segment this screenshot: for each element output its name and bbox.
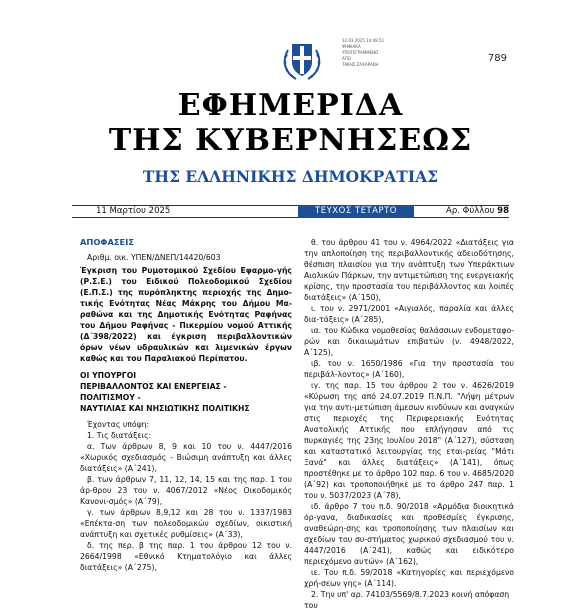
paragraph: ιβ. του ν. 1650/1986 «Για την προστασία του περιβάλ-λοντος» (Α΄160), [304, 359, 514, 379]
decision-reference: Αριθμ. οικ. ΥΠΕΝ/ΔΝΕΠ/14420/603 [87, 253, 221, 262]
sheet-number [446, 206, 509, 217]
paragraph: ιδ. άρθρο 7 του π.δ. 90/2018 «Αρμόδια διοικητικά όρ-γανα, διαδικασίες και προθεσμίες έγκρισης, αναθεώρη-σης και τροποποίησης των πλαισίων και σχεδίων του συ-στήματος χωρικού σχεδιασμού του ν. 4447/2016 (Α΄241), καθώς και ειδικότερο περιεχόμενο αυτών» (Α΄162), [304, 502, 514, 566]
gazette-subtitle: ΤΗΣ ΕΛΛΗΝΙΚΗΣ ΔΗΜΟΚΡΑΤΙΑΣ [142, 167, 439, 186]
paragraph: δ. της περ. β της παρ. 1 του άρθρου 12 του ν. 2664/1998 «Εθνικό Κτηματολόγιο και άλλες διατάξεις» (Α΄275), [80, 541, 292, 572]
greek-coat-of-arms-icon [278, 36, 326, 84]
left-column [80, 237, 292, 573]
decision-summary: Έγκριση του Ρυμοτομικού Σχεδίου Εφαρμο-γής (Ρ.Σ.Ε.) του Ειδικού Πολεοδομικού Σχεδίου (Ε.Π.Σ.) της πυρόπληκτης περιοχής της Δημο-τικής Ενότητας Νέας Μάκρης του Δήμου Μα-ραθώνα και της Δημοτικής Ενότητας Ραφήνας του Δήμου Ραφήνας - Πικερμίου νομού Αττικής (Δ΄398/2022) και έγκριση περιβαλλοντικών όρων νέων υδραυλικών και λιμενικών έργων καθώς και του Παραλιακού Περίπατου. [80, 266, 292, 363]
paragraph: ιε. Του π.δ. 59/2018 «Κατηγορίες και περιεχόμενο χρή-σεων γης» (Α΄114). [304, 568, 514, 588]
issue-info-bar [72, 205, 509, 217]
paragraph: Έχοντας υπόψη: [87, 420, 150, 429]
paragraph: ια. του Κώδικα νομοθεσίας θαλάσσιων ενδομεταφο-ρών και δικαιωμάτων επιβατών (ν. 4948/2022, Α΄125), [304, 326, 514, 357]
ministry-name: ΠΕΡΙΒΑΛΛΟΝΤΟΣ ΚΑΙ ΕΝΕΡΓΕΙΑΣ - [80, 382, 227, 391]
ministry-name: ΝΑΥΤΙΛΙΑΣ ΚΑΙ ΝΗΣΙΩΤΙΚΗΣ ΠΟΛΙΤΙΚΗΣ [80, 404, 250, 413]
paragraph: 1. Τις διατάξεις: [87, 431, 152, 440]
gazette-title-line2: ΤΗΣ ΚΥΒΕΡΝΗΣΕΩΣ [108, 123, 473, 158]
right-column [304, 237, 514, 611]
stamp-line: 12.03.2025 14:49:51 [342, 38, 385, 43]
paragraph: α. Των άρθρων 8, 9 και 10 του ν. 4447/2016 «Χωρικός σχεδιασμός - Βιώσιμη ανάπτυξη και άλλες διατάξεις» (Α΄241), [80, 442, 292, 473]
gazette-title: ΕΦΗΜΕΡΙΔΑ [177, 88, 404, 123]
stamp-line: ΑΠΟ [342, 56, 351, 61]
paragraph: ιγ. της παρ. 15 του άρθρου 2 του ν. 4626/2019 «Κύρωση της από 24.07.2019 Π.Ν.Π. "Λήψη μέτρων για την αντι-μετώπιση άμεσων κινδύνων και αναγκών στις περιοχές της Περιφερειακής Ενότητας Ανατολικής Αττικής που επλήγησαν από τις πυρκαγιές της 23ης Ιουλίου 2018" (Α΄127), σύσταση και καταστατικό λειτουργίας της εται-ρείας "Μάτι Ξανά" και άλλες διατάξεις» (Α΄141), όπως προστέθηκε με το άρθρο 102 παρ. 6 του ν. 4685/2020 (Α΄92) και τροποποιήθηκε με το άρθρο 247 παρ. 1 του ν. 5037/2023 (Α΄78), [304, 381, 514, 500]
stamp-line: ΨΗΦΙΑΚΑ [342, 44, 361, 49]
sheet-number-value: 98 [497, 206, 509, 216]
paragraph: 2. Την υπ' αρ. 74103/5569/8.7.2023 κοινή απόφαση του [304, 590, 510, 610]
page-number: 789 [487, 53, 507, 64]
paragraph: ι. του ν. 2971/2001 «Αιγιαλός, παραλία και άλλες δια-τάξεις» (Α΄285), [304, 304, 514, 324]
issue-date: 11 Μαρτίου 2025 [96, 206, 171, 216]
ministers-heading: ΟΙ ΥΠΟΥΡΓΟΙ [80, 371, 137, 380]
issue-label: ΤΕΥΧΟΣ ΤΕΤΑΡΤΟ [298, 205, 414, 218]
section-title: ΑΠΟΦΑΣΕΙΣ [80, 237, 134, 247]
divider [72, 217, 509, 218]
paragraph: θ. του άρθρου 41 του ν. 4964/2022 «Διατάξεις για την απλοποίηση της περιβαλλοντικής αδειοδότησης, θέσπιση πλαισίου για την ανάπτυξη των Υπεράκτιων Αιολικών Πάρκων, την αντιμετώπιση της ενεργειακής κρίσης, την προστασία του περιβάλλοντος και λοιπές διατάξεις» (Α΄150), [304, 238, 514, 302]
paragraph: β. των άρθρων 7, 11, 12, 14, 15 και της παρ. 1 του άρ-θρου 23 του ν. 4067/2012 «Νέος Οικοδομικός Κανονι-σμός» (Α΄79), [80, 475, 292, 506]
stamp-line: ΤΑΚΗΣ ΖΑΧΑΡΑΚΗ [342, 62, 379, 67]
stamp-line: ΥΠΟΓΕΓΡΑΜΜΕΝΟ [342, 50, 379, 55]
paragraph: γ. των άρθρων 8,9,12 και 28 του ν. 1337/1983 «Επέκτα-ση των πολεοδομικών σχεδίων, οικιστική ανάπτυξη και σχετικές ρυθμίσεις» (Α΄33), [80, 508, 292, 539]
digital-signature-stamp [342, 38, 412, 68]
ministry-name: ΠΟΛΙΤΙΣΜΟΥ - [80, 393, 141, 402]
sheet-label: Αρ. Φύλλου [446, 206, 495, 216]
